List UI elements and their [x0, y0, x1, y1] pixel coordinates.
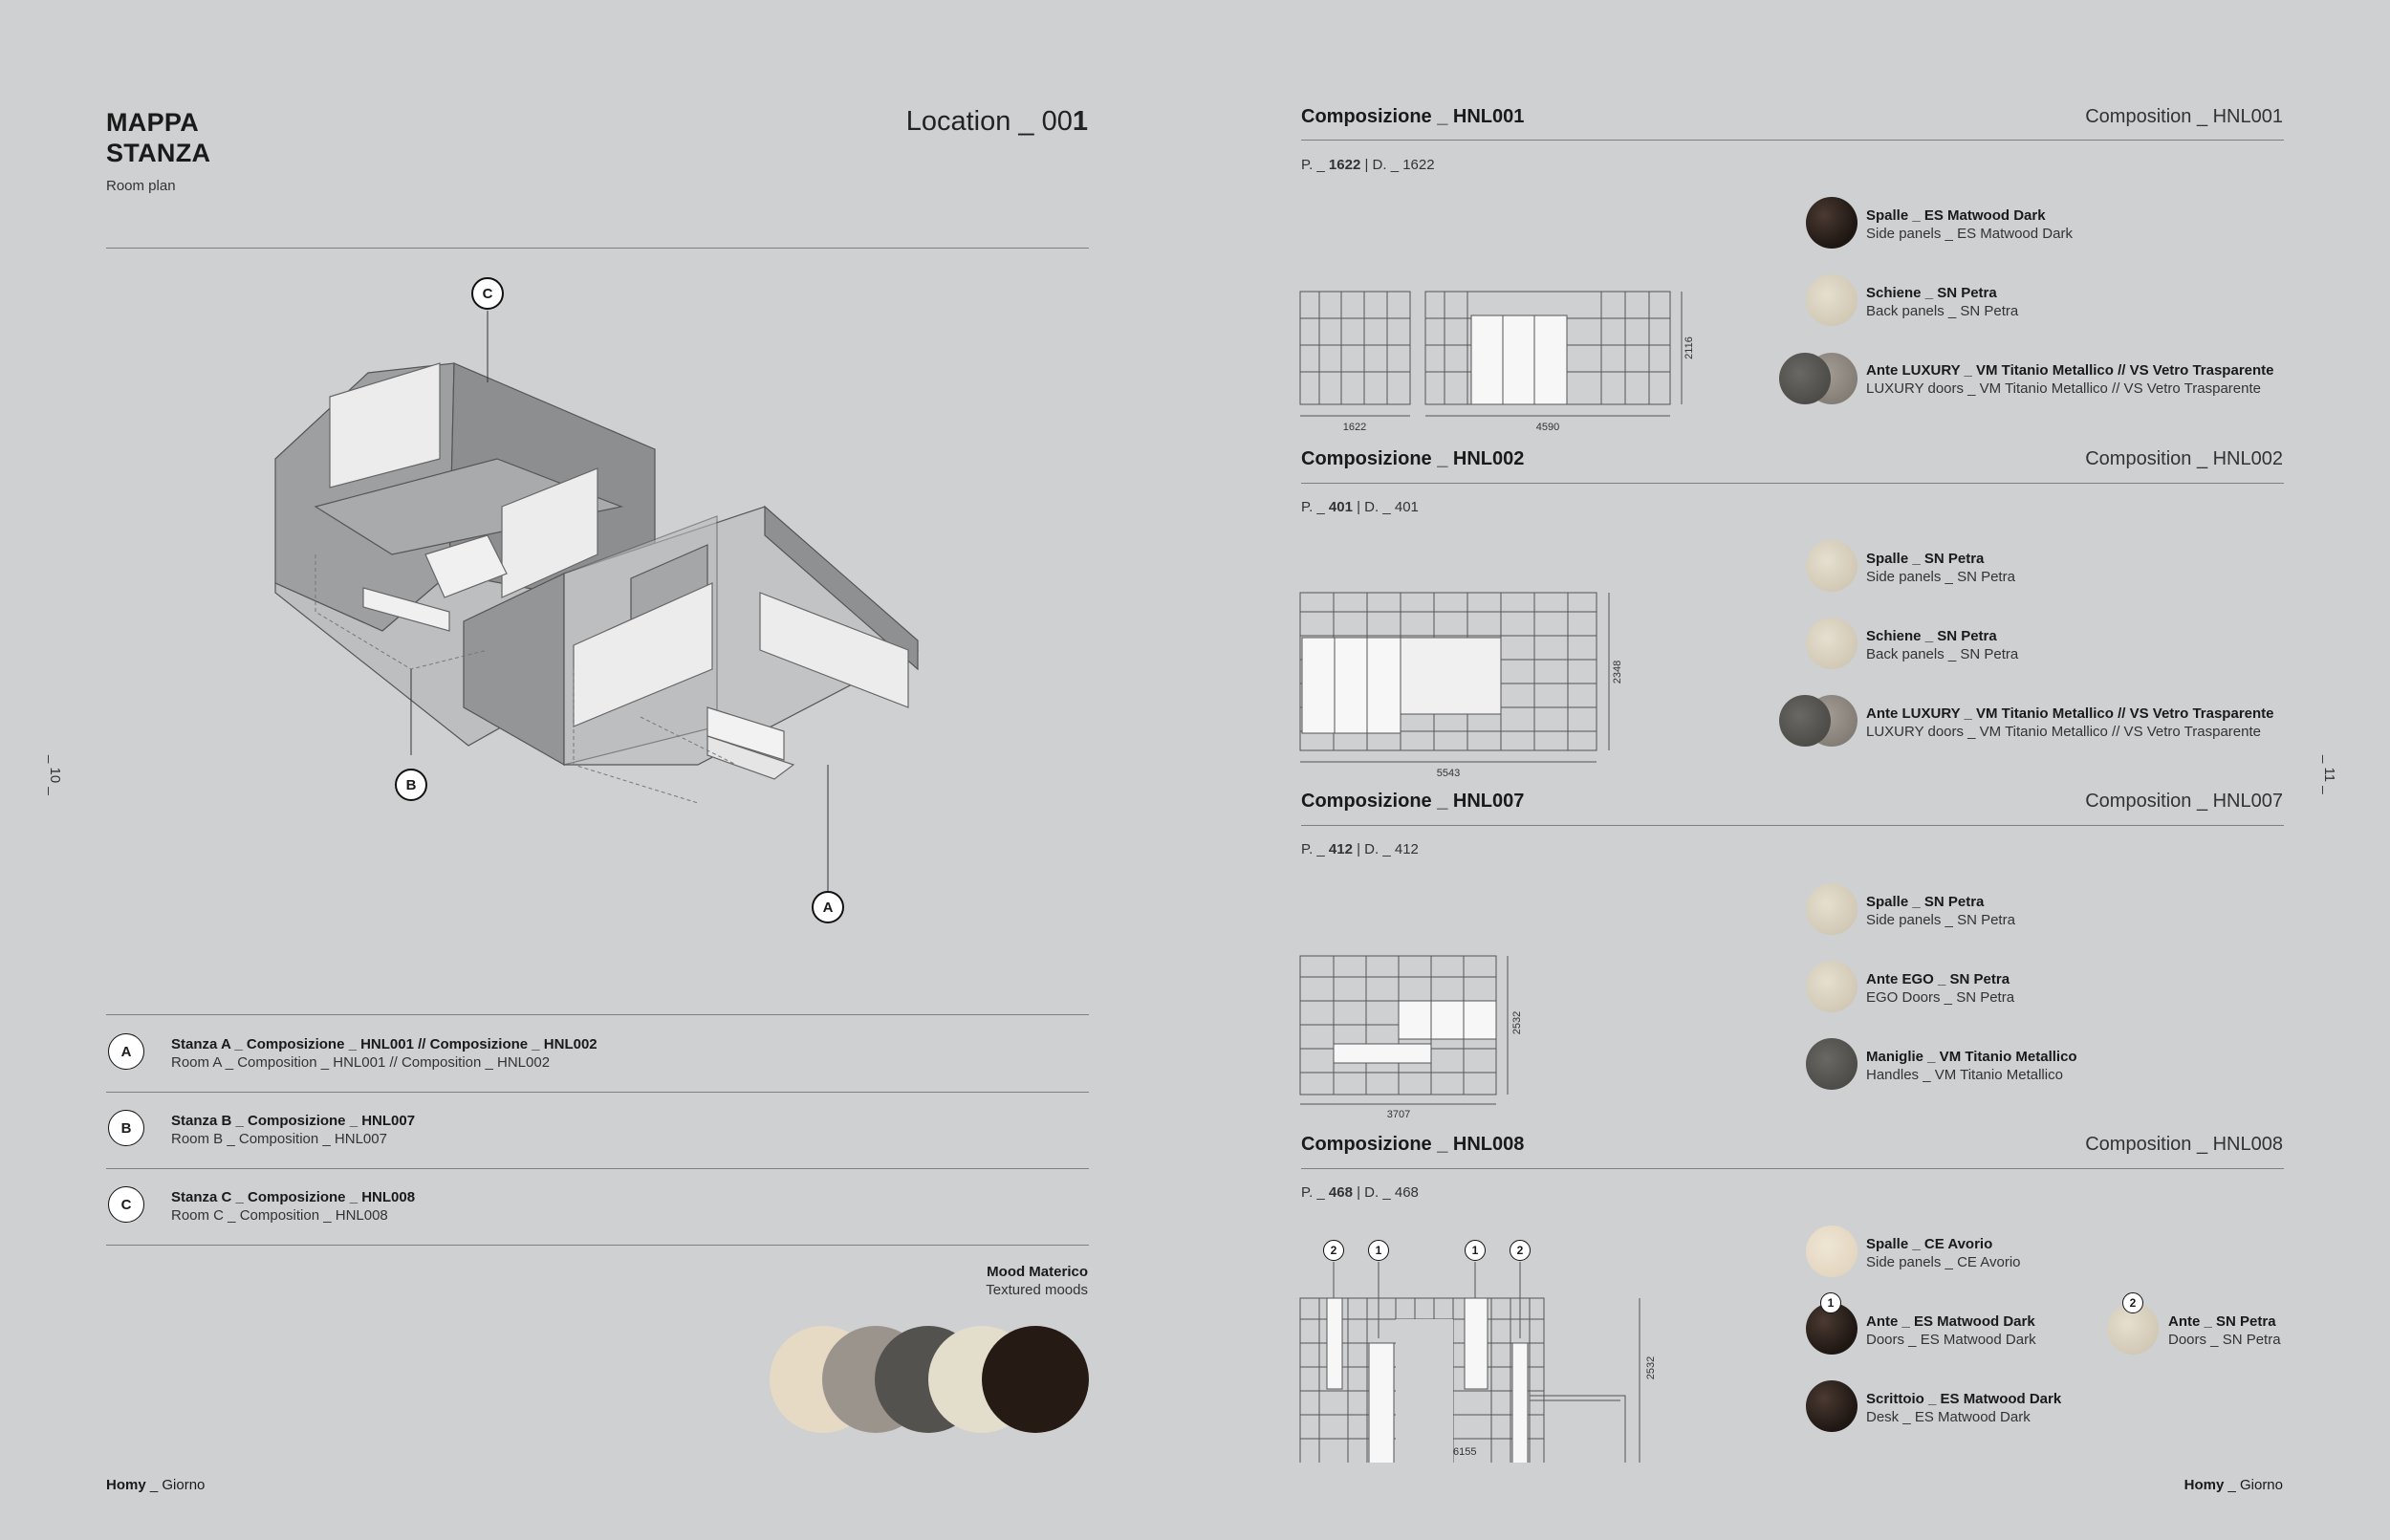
material-item [1866, 893, 2015, 929]
material-swatch [1806, 274, 1858, 326]
material-subtitle: Back panels _ SN Petra [1866, 646, 2019, 662]
room-plan-illustration [258, 268, 946, 918]
footer-right [2184, 1477, 2283, 1493]
composition-title-en: Composition _ HNL007 [2085, 791, 2283, 812]
room-title: Stanza B _ Composizione _ HNL007 [171, 1113, 416, 1129]
dim-label: 4590 [1535, 422, 1560, 433]
material-subtitle: Side panels _ CE Avorio [1866, 1254, 2021, 1270]
mood-swatch [982, 1326, 1089, 1433]
material-badge: 1 [1820, 1292, 1841, 1313]
material-swatch [1806, 1225, 1858, 1277]
footer-section: _ Giorno [145, 1477, 206, 1493]
composition-title: Composizione _ HNL008 [1301, 1134, 1525, 1155]
material-title: Maniglie _ VM Titanio Metallico [1866, 1049, 2077, 1065]
d-label: | D. _ 468 [1352, 1184, 1419, 1201]
composition-dimensions [1301, 499, 1419, 515]
material-title: Scrittoio _ ES Matwood Dark [1866, 1391, 2062, 1407]
material-badge: 2 [2122, 1292, 2143, 1313]
material-item [1866, 550, 2015, 586]
d-label: | D. _ 401 [1352, 499, 1419, 515]
header-rule [106, 248, 1089, 249]
room-subtitle: Room B _ Composition _ HNL007 [171, 1131, 387, 1147]
location-label [906, 106, 1088, 138]
room-row-c[interactable] [106, 1168, 1089, 1245]
dim-label: 3707 [1386, 1109, 1411, 1120]
room-title: Stanza A _ Composizione _ HNL001 // Composizione _ HNL002 [171, 1036, 598, 1052]
dim-label: 2532 [1645, 1356, 1658, 1380]
composition-title-en: Composition _ HNL002 [2085, 448, 2283, 469]
d-label: | D. _ 1622 [1360, 157, 1435, 173]
marker-c[interactable]: C [471, 277, 504, 310]
material-item [1866, 1235, 2021, 1271]
location-prefix: Location _ 00 [905, 106, 1073, 137]
room-row-a[interactable] [106, 1015, 1089, 1092]
footer-brand: Homy [106, 1477, 146, 1493]
room-letter-badge: C [108, 1186, 144, 1223]
material-subtitle: LUXURY doors _ VM Titanio Metallico // VS Vetro Trasparente [1866, 724, 2261, 740]
mood-title: Mood Materico [987, 1264, 1088, 1280]
footer-brand: Homy [2184, 1477, 2225, 1493]
dim-label: 2116 [1684, 336, 1695, 359]
composition-rule [1301, 140, 2284, 141]
p-label: P. _ [1301, 499, 1329, 515]
door-badge: 2 [1510, 1240, 1531, 1261]
material-title: Ante _ ES Matwood Dark [1866, 1313, 2035, 1330]
room-letter-badge: A [108, 1033, 144, 1070]
marker-a[interactable]: A [812, 891, 844, 923]
material-item [2168, 1312, 2281, 1349]
material-item [1866, 705, 2274, 741]
footer-left [106, 1477, 205, 1493]
dim-label: 2532 [1511, 1010, 1523, 1035]
p-label: P. _ [1301, 157, 1329, 173]
composition-title-en: Composition _ HNL001 [2085, 106, 2283, 127]
mood-subtitle: Textured moods [986, 1282, 1088, 1298]
room-subtitle: Room C _ Composition _ HNL008 [171, 1207, 388, 1224]
material-item [1866, 1048, 2077, 1084]
door-badge: 1 [1465, 1240, 1486, 1261]
material-title: Ante EGO _ SN Petra [1866, 971, 2010, 987]
material-item [1866, 627, 2018, 663]
page-number-right: _ 11 _ [2321, 755, 2337, 794]
material-swatch [1806, 1380, 1858, 1432]
dim-label: 6155 [1453, 1446, 1477, 1458]
material-swatch [1806, 197, 1858, 249]
title-line-2: STANZA [106, 139, 211, 167]
material-swatch [1779, 353, 1831, 404]
material-swatch [1806, 540, 1858, 592]
dim-label: 2348 [1612, 660, 1623, 684]
page-number-left: _ 10 _ [47, 755, 63, 795]
material-subtitle: Handles _ VM Titanio Metallico [1866, 1067, 2063, 1083]
material-title: Ante LUXURY _ VM Titanio Metallico // VS Vetro Trasparente [1866, 362, 2274, 379]
marker-b[interactable]: B [395, 769, 427, 801]
composition-title-en: Composition _ HNL008 [2085, 1134, 2283, 1155]
material-subtitle: Doors _ SN Petra [2168, 1332, 2281, 1348]
material-swatch [1806, 961, 1858, 1012]
dim-label: 1622 [1342, 422, 1367, 433]
composition-title: Composizione _ HNL002 [1301, 448, 1525, 469]
dim-label: 5543 [1436, 768, 1461, 779]
composition-rule [1301, 483, 2284, 484]
material-title: Ante _ SN Petra [2168, 1313, 2276, 1330]
material-item [1866, 1390, 2061, 1426]
material-subtitle: Side panels _ SN Petra [1866, 569, 2015, 585]
p-value: 468 [1328, 1184, 1353, 1201]
composition-drawing-hnl002 [1295, 588, 1640, 779]
room-letter-badge: B [108, 1110, 144, 1146]
material-swatch [1806, 883, 1858, 935]
material-swatch [1779, 695, 1831, 747]
composition-dimensions [1301, 157, 1435, 173]
composition-rule [1301, 825, 2284, 826]
location-number: 1 [1072, 106, 1088, 137]
material-subtitle: EGO Doors _ SN Petra [1866, 989, 2015, 1006]
material-subtitle: Desk _ ES Matwood Dark [1866, 1409, 2031, 1425]
p-value: 1622 [1328, 157, 1361, 173]
door-badge: 1 [1368, 1240, 1389, 1261]
material-swatch [1806, 618, 1858, 669]
material-subtitle: LUXURY doors _ VM Titanio Metallico // VS Vetro Trasparente [1866, 380, 2261, 397]
material-title: Spalle _ SN Petra [1866, 551, 1985, 567]
door-badge: 2 [1323, 1240, 1344, 1261]
material-title: Schiene _ SN Petra [1866, 285, 1997, 301]
title-line-1: MAPPA [106, 108, 200, 137]
composition-drawing-hnl008 [1295, 1262, 1659, 1463]
composition-drawing-hnl007 [1295, 951, 1534, 1123]
room-subtitle: Room A _ Composition _ HNL001 // Composition _ HNL002 [171, 1054, 551, 1071]
material-item [1866, 284, 2018, 320]
page-title [106, 107, 210, 168]
material-item [1866, 206, 2073, 243]
p-label: P. _ [1301, 1184, 1329, 1201]
material-subtitle: Back panels _ SN Petra [1866, 303, 2019, 319]
material-item [1866, 1312, 2036, 1349]
material-title: Spalle _ SN Petra [1866, 894, 1985, 910]
material-title: Spalle _ CE Avorio [1866, 1236, 1993, 1252]
d-label: | D. _ 412 [1352, 841, 1419, 857]
composition-rule [1301, 1168, 2284, 1169]
composition-title: Composizione _ HNL001 [1301, 106, 1525, 127]
material-subtitle: Doors _ ES Matwood Dark [1866, 1332, 2036, 1348]
p-label: P. _ [1301, 841, 1329, 857]
material-item [1866, 361, 2274, 398]
composition-dimensions [1301, 841, 1419, 857]
material-swatch [1806, 1038, 1858, 1090]
room-row-b[interactable] [106, 1092, 1089, 1168]
page-subtitle: Room plan [106, 178, 176, 194]
p-value: 401 [1328, 499, 1353, 515]
footer-section: _ Giorno [2224, 1477, 2283, 1493]
p-value: 412 [1328, 841, 1353, 857]
material-item [1866, 970, 2014, 1007]
composition-drawing-hnl001 [1295, 287, 1697, 440]
material-title: Ante LUXURY _ VM Titanio Metallico // VS Vetro Trasparente [1866, 705, 2274, 722]
composition-title: Composizione _ HNL007 [1301, 791, 1525, 812]
material-subtitle: Side panels _ SN Petra [1866, 912, 2015, 928]
material-title: Spalle _ ES Matwood Dark [1866, 207, 2046, 224]
composition-dimensions [1301, 1184, 1419, 1201]
legend-rule-bottom [106, 1245, 1089, 1246]
room-title: Stanza C _ Composizione _ HNL008 [171, 1189, 416, 1205]
material-title: Schiene _ SN Petra [1866, 628, 1997, 644]
material-subtitle: Side panels _ ES Matwood Dark [1866, 226, 2073, 242]
